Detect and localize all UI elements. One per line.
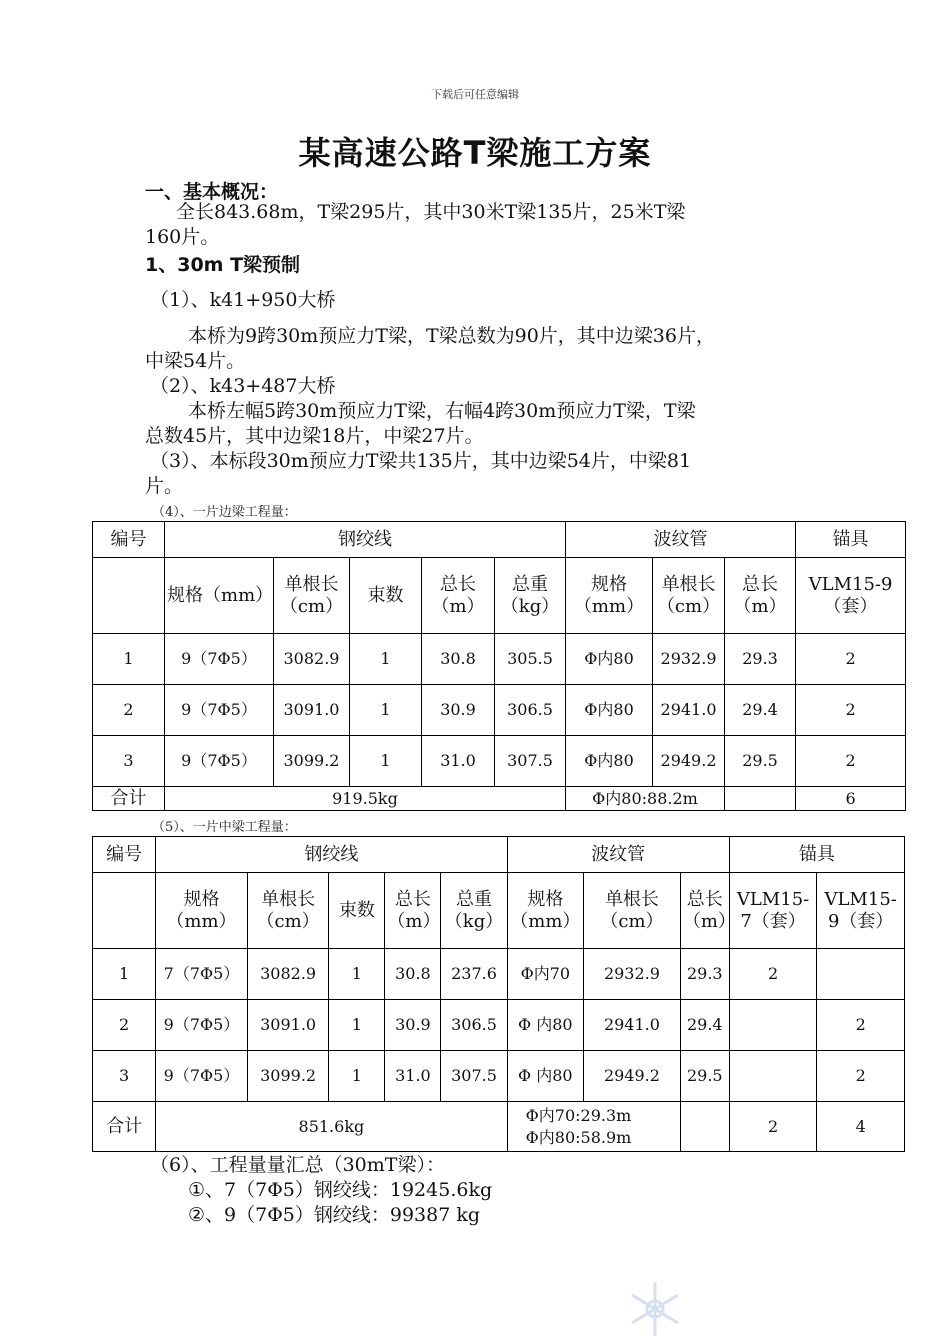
cell-total-weight: 305.5 (495, 634, 566, 685)
cell-duct-unit-length: 2941.0 (584, 1000, 681, 1051)
cell-anchor: 2 (796, 685, 906, 736)
col-total-weight: 总重（kg） (441, 873, 507, 949)
watermark-snowflake-icon (620, 1278, 690, 1340)
item1-line-2: 中梁54片。 (145, 350, 246, 372)
cell-spec: 9（7Φ5） (165, 634, 274, 685)
header-anchor: 锚具 (796, 522, 906, 558)
cell-anchor-a (729, 1051, 817, 1102)
table-row (93, 685, 906, 736)
cell-spec: 7（7Φ5） (156, 949, 248, 1000)
item2-title: （2）、k43+487大桥 (150, 375, 336, 397)
cell-unit-length: 3082.9 (247, 949, 329, 1000)
cell-duct-unit-length: 2932.9 (584, 949, 681, 1000)
cell-duct-unit-length: 2941.0 (653, 685, 725, 736)
cell-spec: 9（7Φ5） (165, 736, 274, 787)
overview-line-1: 全长843.68m，T梁295片，其中30米T梁135片，25米T梁 (176, 201, 686, 223)
overview-line-2: 160片。 (145, 226, 220, 248)
cell-total-length: 30.9 (422, 685, 495, 736)
cell-duct-spec: Φ内80 (566, 634, 653, 685)
total-duct: Φ内80:88.2m (566, 787, 725, 811)
col-total-length: 总长（m） (422, 558, 495, 634)
cell-anchor-b (817, 949, 905, 1000)
cell-no: 3 (93, 1051, 156, 1102)
item1-title: （1）、k41+950大桥 (150, 289, 336, 311)
col-anchor-b: VLM15-9（套） (817, 873, 905, 949)
total-duct (507, 1102, 680, 1152)
cell-unit-length: 3099.2 (274, 736, 350, 787)
header-no: 编号 (93, 522, 165, 558)
header-anchor: 锚具 (729, 837, 904, 873)
header-duct: 波纹管 (507, 837, 729, 873)
cell-spec: 9（7Φ5） (156, 1051, 248, 1102)
section-heading-overview: 一、基本概况： (145, 181, 279, 203)
cell-bundles: 1 (350, 634, 422, 685)
item2-line-2: 总数45片，其中边梁18片，中梁27片。 (145, 425, 484, 447)
col-duct-total-length: 总长（m） (725, 558, 796, 634)
table-row (93, 634, 906, 685)
cell-anchor: 2 (796, 736, 906, 787)
header-note: 下载后可任意编辑 (431, 88, 519, 101)
col-total-length: 总长（m） (385, 873, 441, 949)
total-anchor-a: 2 (729, 1102, 817, 1152)
col-total-weight: 总重（kg） (495, 558, 566, 634)
item2-line-1: 本桥左幅5跨30m预应力T梁，右幅4跨30m预应力T梁，T梁 (188, 400, 696, 422)
cell-anchor-a: 2 (729, 949, 817, 1000)
total-duct-line-1: Φ内70:29.3m (525, 1105, 632, 1125)
cell-bundles: 1 (350, 736, 422, 787)
cell-unit-length: 3091.0 (247, 1000, 329, 1051)
total-anchor: 6 (796, 787, 906, 811)
cell-no: 1 (93, 949, 156, 1000)
cell-no: 1 (93, 634, 165, 685)
total-blank (680, 1102, 729, 1152)
cell-unit-length: 3099.2 (247, 1051, 329, 1102)
total-row (93, 787, 906, 811)
cell-total-weight: 306.5 (495, 685, 566, 736)
cell-duct-total-length: 29.3 (725, 634, 796, 685)
cell-duct-spec: Φ内80 (566, 685, 653, 736)
cell-duct-spec: Φ内70 (507, 949, 583, 1000)
cell-bundles: 1 (329, 949, 385, 1000)
cell-duct-total-length: 29.4 (725, 685, 796, 736)
cell-total-weight: 307.5 (495, 736, 566, 787)
total-strand: 919.5kg (165, 787, 566, 811)
header-blank (93, 558, 165, 634)
cell-spec: 9（7Φ5） (156, 1000, 248, 1051)
cell-duct-total-length: 29.5 (680, 1051, 729, 1102)
edge-beam-quantity-table (92, 521, 906, 811)
item3-line-2: 片。 (145, 475, 184, 497)
cell-no: 3 (93, 736, 165, 787)
col-bundles: 束数 (350, 558, 422, 634)
item5-title: （5）、一片中梁工程量： (152, 820, 297, 835)
cell-bundles: 1 (350, 685, 422, 736)
col-spec: 规格（mm） (165, 558, 274, 634)
total-duct-line-2: Φ内80:58.9m (525, 1127, 632, 1147)
col-spec: 规格（mm） (156, 873, 248, 949)
cell-duct-total-length: 29.3 (680, 949, 729, 1000)
table-row (93, 949, 905, 1000)
cell-anchor-a (729, 1000, 817, 1051)
document-title: 某高速公路T梁施工方案 (298, 134, 652, 172)
cell-duct-total-length: 29.4 (680, 1000, 729, 1051)
cell-total-weight: 237.6 (441, 949, 507, 1000)
total-label: 合计 (93, 787, 165, 811)
cell-anchor-b: 2 (817, 1000, 905, 1051)
col-duct-spec: 规格（mm） (507, 873, 583, 949)
header-blank (93, 873, 156, 949)
cell-bundles: 1 (329, 1051, 385, 1102)
cell-total-length: 31.0 (385, 1051, 441, 1102)
cell-duct-unit-length: 2932.9 (653, 634, 725, 685)
cell-duct-spec: Φ 内80 (507, 1051, 583, 1102)
cell-unit-length: 3091.0 (274, 685, 350, 736)
cell-no: 2 (93, 685, 165, 736)
item1-line-1: 本桥为9跨30m预应力T梁，T梁总数为90片，其中边梁36片， (188, 325, 715, 347)
cell-duct-unit-length: 2949.2 (653, 736, 725, 787)
cell-duct-spec: Φ内80 (566, 736, 653, 787)
cell-anchor: 2 (796, 634, 906, 685)
total-blank (725, 787, 796, 811)
header-strand: 钢绞线 (165, 522, 566, 558)
item4-title: （4）、一片边梁工程量： (152, 505, 297, 520)
cell-total-weight: 306.5 (441, 1000, 507, 1051)
cell-total-length: 31.0 (422, 736, 495, 787)
item3-line-1: （3）、本标段30m预应力T梁共135片，其中边梁54片，中梁81 (150, 450, 692, 472)
col-anchor-type: VLM15-9（套） (796, 558, 906, 634)
header-no: 编号 (93, 837, 156, 873)
middle-beam-quantity-table (92, 836, 905, 1152)
summary-line-1: ①、7（7Φ5）钢绞线：19245.6kg (188, 1179, 493, 1201)
col-duct-total-length: 总长（m） (680, 873, 729, 949)
total-strand: 851.6kg (156, 1102, 507, 1152)
col-unit-length: 单根长（cm） (247, 873, 329, 949)
total-row (93, 1102, 905, 1152)
table-row (93, 1051, 905, 1102)
summary-title: （6）、工程量量汇总（30mT梁）： (150, 1154, 445, 1176)
cell-unit-length: 3082.9 (274, 634, 350, 685)
col-anchor-a: VLM15-7（套） (729, 873, 817, 949)
header-strand: 钢绞线 (156, 837, 507, 873)
table-row (93, 1000, 905, 1051)
cell-duct-spec: Φ 内80 (507, 1000, 583, 1051)
col-bundles: 束数 (329, 873, 385, 949)
sub-heading-30m: 1、30m T梁预制 (145, 254, 301, 276)
cell-total-length: 30.8 (385, 949, 441, 1000)
cell-spec: 9（7Φ5） (165, 685, 274, 736)
col-duct-spec: 规格（mm） (566, 558, 653, 634)
header-duct: 波纹管 (566, 522, 796, 558)
cell-duct-total-length: 29.5 (725, 736, 796, 787)
col-unit-length: 单根长（cm） (274, 558, 350, 634)
cell-no: 2 (93, 1000, 156, 1051)
total-anchor-b: 4 (817, 1102, 905, 1152)
col-duct-unit-length: 单根长（cm） (653, 558, 725, 634)
cell-total-weight: 307.5 (441, 1051, 507, 1102)
total-label: 合计 (93, 1102, 156, 1152)
cell-bundles: 1 (329, 1000, 385, 1051)
summary-line-2: ②、9（7Φ5）钢绞线：99387 kg (188, 1204, 481, 1226)
cell-total-length: 30.8 (422, 634, 495, 685)
cell-anchor-b: 2 (817, 1051, 905, 1102)
col-duct-unit-length: 单根长（cm） (584, 873, 681, 949)
cell-total-length: 30.9 (385, 1000, 441, 1051)
table-row (93, 736, 906, 787)
cell-duct-unit-length: 2949.2 (584, 1051, 681, 1102)
